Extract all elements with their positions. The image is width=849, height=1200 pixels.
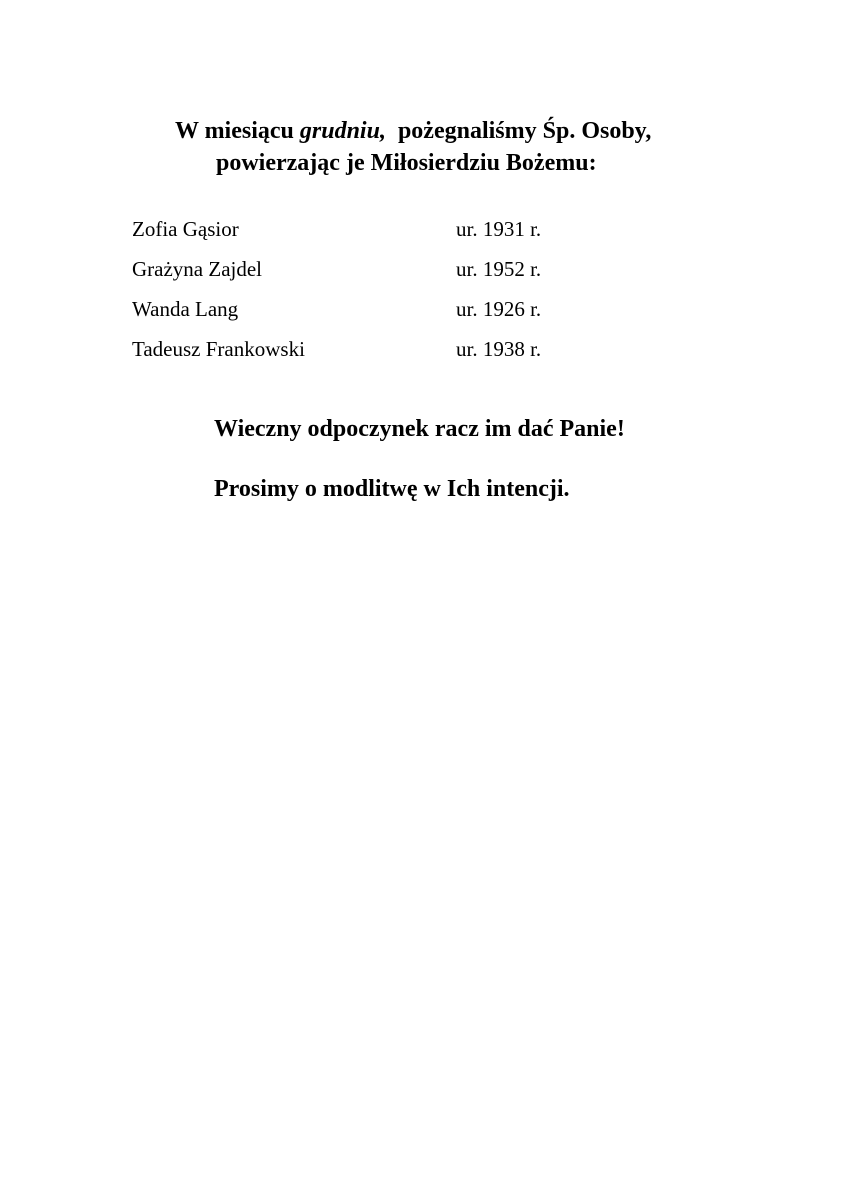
list-item: [132, 334, 692, 374]
deceased-name: Zofia Gąsior: [132, 217, 239, 241]
closing-prayer: Wieczny odpoczynek racz im dać Panie!: [214, 416, 625, 442]
prayer-request: Prosimy o modlitwę w Ich intencji.: [214, 476, 570, 502]
heading-line-2: powierzając je Miłosierdziu Bożemu:: [216, 150, 597, 176]
list-item: [132, 254, 692, 294]
list-item: [132, 214, 692, 254]
heading-suffix: pożegnaliśmy Śp. Osoby,: [385, 118, 652, 144]
heading-month: grudniu,: [299, 118, 386, 144]
deceased-name: Tadeusz Frankowski: [132, 337, 305, 361]
list-item: [132, 294, 692, 334]
deceased-name: Wanda Lang: [132, 297, 239, 321]
birth-year: ur. 1931 r.: [456, 217, 542, 241]
birth-year: ur. 1952 r.: [456, 257, 542, 281]
deceased-list: [132, 214, 692, 374]
heading-prefix: W miesiącu: [175, 118, 300, 144]
birth-year: ur. 1938 r.: [456, 337, 542, 361]
deceased-name: Grażyna Zajdel: [132, 257, 263, 281]
heading-line-1: [175, 116, 651, 146]
birth-year: ur. 1926 r.: [456, 297, 542, 321]
